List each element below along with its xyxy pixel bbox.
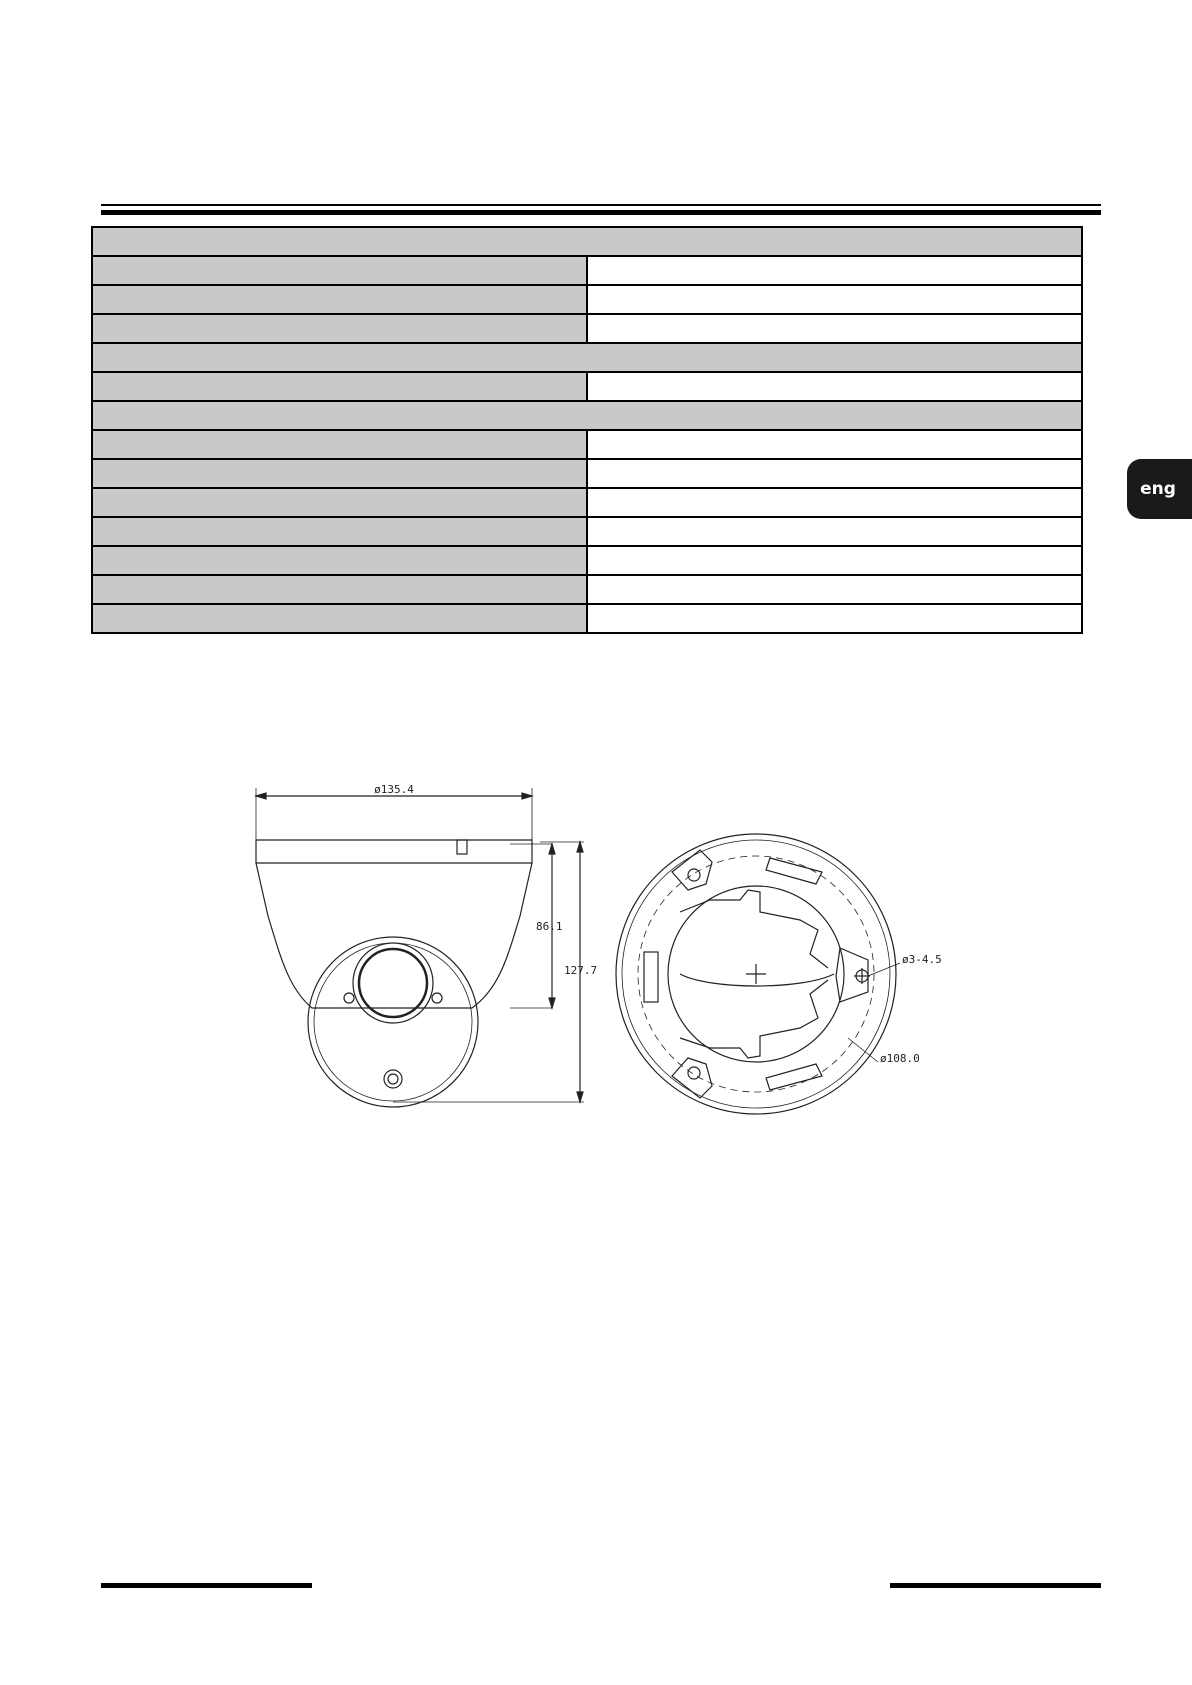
inner-arc — [680, 974, 834, 986]
mount-diameter-label: ø108.0 — [880, 1052, 920, 1065]
section-header-cell — [92, 343, 1082, 372]
spec-value-cell — [587, 285, 1082, 314]
screw-bottom — [384, 1070, 402, 1088]
table-row — [92, 517, 1082, 546]
spec-label-cell — [92, 575, 587, 604]
spec-label-cell — [92, 517, 587, 546]
mount-lug-right — [836, 948, 868, 1002]
table-section-row — [92, 227, 1082, 256]
language-tab[interactable] — [1127, 459, 1192, 519]
footer-rule-left — [101, 1583, 312, 1588]
table-row — [92, 285, 1082, 314]
mount-lug-bottom — [672, 1058, 712, 1098]
spec-label-cell — [92, 256, 587, 285]
table-section-row — [92, 401, 1082, 430]
spec-table — [91, 226, 1083, 634]
table-row — [92, 314, 1082, 343]
spec-value-cell — [587, 459, 1082, 488]
spec-label-cell — [92, 372, 587, 401]
width-dimension-label: ø135.4 — [374, 783, 414, 796]
spec-value-cell — [587, 488, 1082, 517]
table-row — [92, 372, 1082, 401]
spec-label-cell — [92, 546, 587, 575]
section-header-cell — [92, 401, 1082, 430]
spec-label-cell — [92, 285, 587, 314]
header-rule-thick — [101, 210, 1101, 215]
dome-top-cap — [256, 840, 532, 863]
lens-inner — [359, 949, 427, 1017]
cap-tab — [457, 840, 467, 854]
table-row — [92, 459, 1082, 488]
hole-leader — [868, 963, 900, 976]
spec-label-cell — [92, 430, 587, 459]
lens-outer — [353, 943, 433, 1023]
screw-left — [344, 993, 354, 1003]
spec-label-cell — [92, 604, 587, 633]
spec-value-cell — [587, 372, 1082, 401]
spec-value-cell — [587, 517, 1082, 546]
table-row — [92, 256, 1082, 285]
spec-value-cell — [587, 604, 1082, 633]
screw-right — [432, 993, 442, 1003]
table-row — [92, 575, 1082, 604]
mount-lug-top — [672, 850, 712, 890]
total-height-label: 127.7 — [564, 964, 598, 977]
table-row — [92, 430, 1082, 459]
table-row — [92, 546, 1082, 575]
housing-height-label: 86.1 — [536, 920, 563, 933]
spec-value-cell — [587, 546, 1082, 575]
table-row — [92, 604, 1082, 633]
spec-value-cell — [587, 314, 1082, 343]
language-tab-label: eng — [1140, 479, 1176, 499]
section-header-cell — [92, 227, 1082, 256]
header-rule-thin — [101, 204, 1101, 206]
dome-ball — [308, 937, 478, 1107]
spec-value-cell — [587, 256, 1082, 285]
dome-housing — [256, 863, 532, 1008]
spec-label-cell — [92, 459, 587, 488]
hole-diameter-label: ø3-4.5 — [902, 953, 942, 966]
spec-value-cell — [587, 430, 1082, 459]
slot-left — [644, 952, 658, 1002]
table-section-row — [92, 343, 1082, 372]
footer-rule-right — [890, 1583, 1101, 1588]
spec-label-cell — [92, 488, 587, 517]
spec-label-cell — [92, 314, 587, 343]
dimension-drawing — [240, 780, 980, 1125]
table-row — [92, 488, 1082, 517]
spec-value-cell — [587, 575, 1082, 604]
